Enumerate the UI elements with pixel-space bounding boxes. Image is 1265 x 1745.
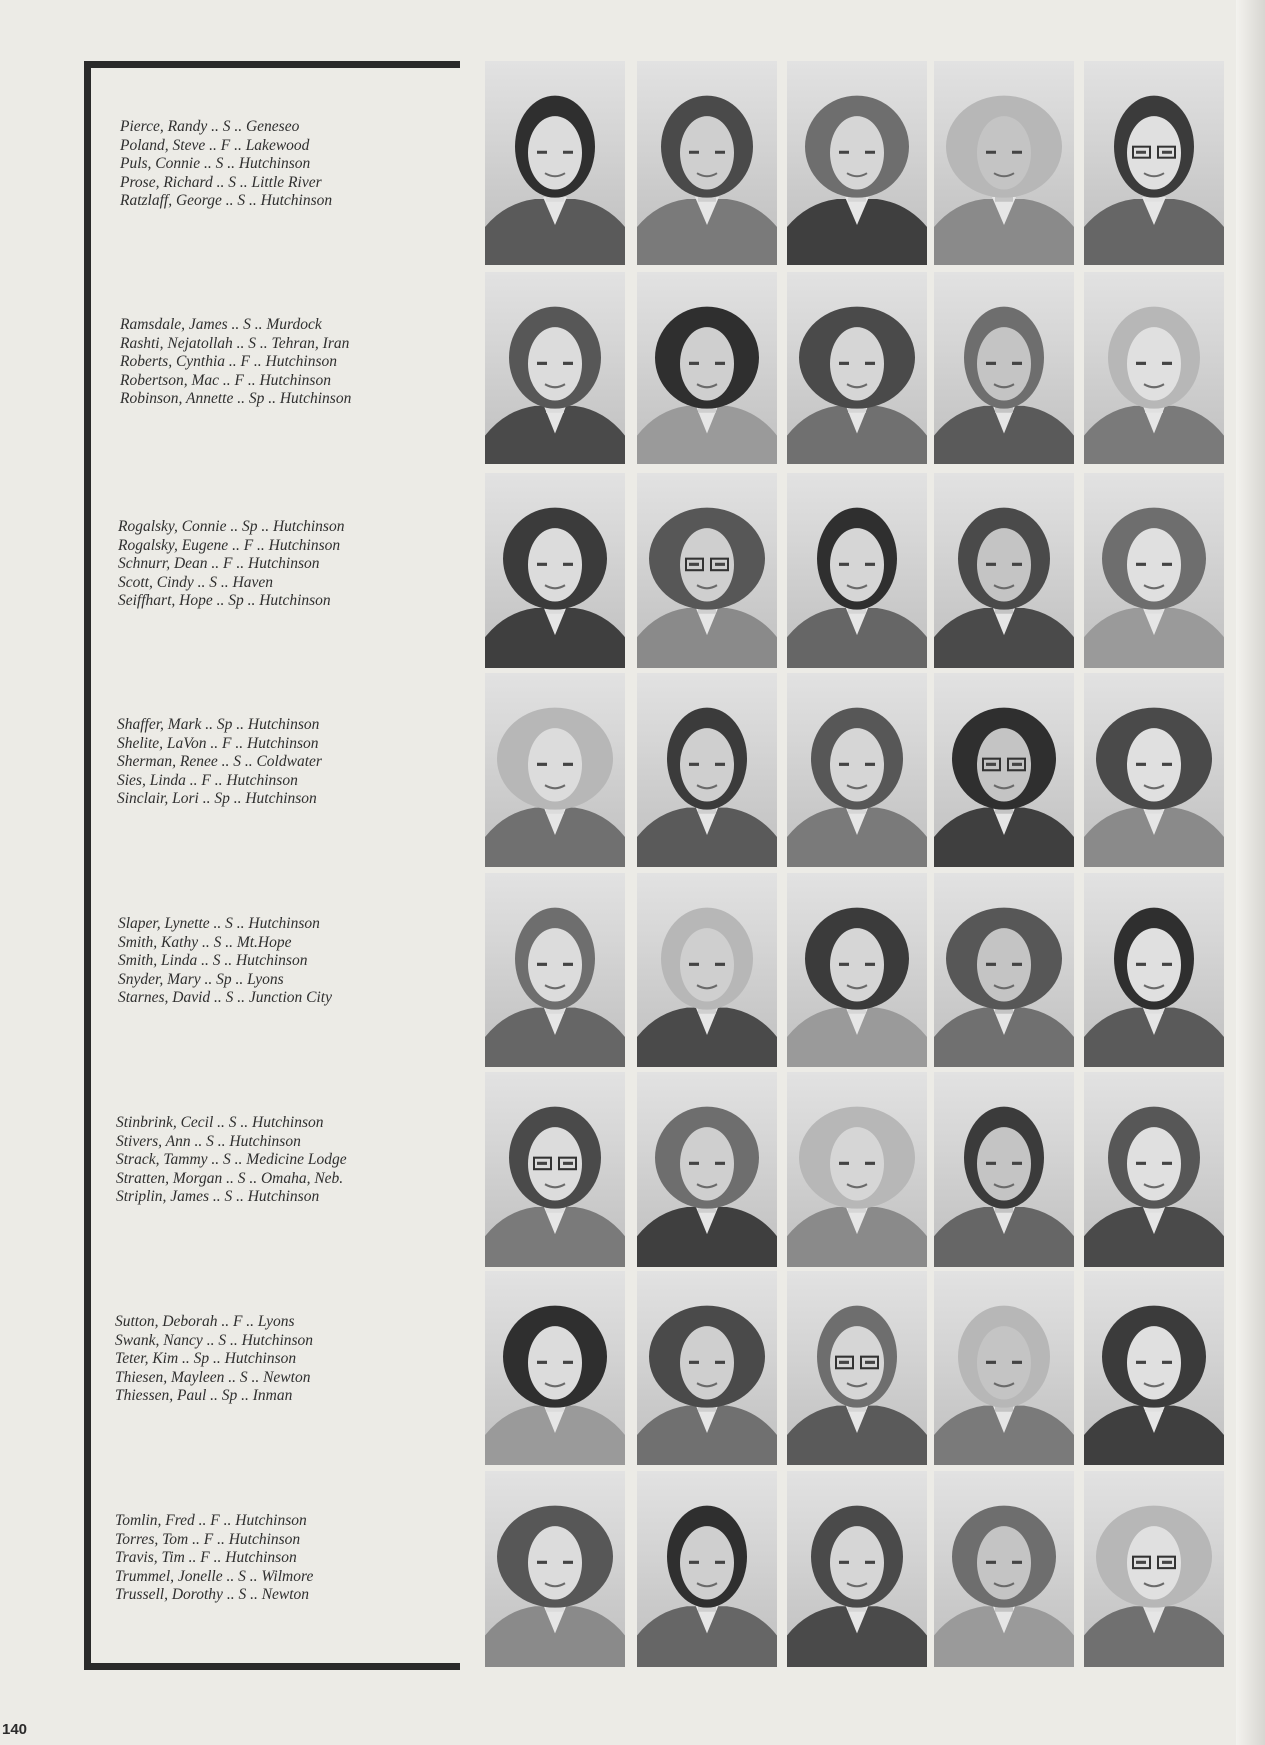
name-list (116, 1114, 446, 1207)
name-list (115, 1512, 445, 1605)
student-portrait-photo (787, 873, 927, 1067)
student-portrait-photo (787, 1271, 927, 1465)
name-list (117, 716, 447, 809)
student-portrait-photo (934, 873, 1074, 1067)
student-name-entry: Prose, Richard .. S .. Little River (120, 173, 322, 191)
student-portrait-photo (1084, 61, 1224, 265)
name-list (118, 915, 448, 1008)
student-name-entry: Poland, Steve .. F .. Lakewood (120, 136, 310, 154)
page-edge-shadow (1236, 0, 1265, 1745)
student-name-entry: Travis, Tim .. F .. Hutchinson (115, 1549, 297, 1566)
student-name-entry: Ratzlaff, George .. S .. Hutchinson (120, 192, 333, 209)
student-name-entry: Tomlin, Fred .. F .. Hutchinson (115, 1512, 307, 1529)
student-name-entry: Thiessen, Paul .. Sp .. Inman (115, 1387, 293, 1404)
student-name-entry: Trussell, Dorothy .. S .. Newton (115, 1586, 310, 1603)
page-number: 140 (2, 1721, 28, 1738)
student-portrait-photo (637, 1072, 777, 1267)
student-portrait-photo (787, 1471, 927, 1667)
student-portrait-photo (787, 673, 927, 867)
names-frame (84, 61, 460, 1670)
student-name-entry: Strack, Tammy .. S .. Medicine Lodge (116, 1151, 347, 1168)
student-name-entry: Rashti, Nejatollah .. S .. Tehran, Iran (120, 334, 350, 352)
student-portrait-photo (485, 61, 625, 265)
student-name-entry: Sies, Linda .. F .. Hutchinson (117, 771, 298, 789)
student-portrait-photo (485, 1471, 625, 1667)
student-name-entry: Rogalsky, Eugene .. F .. Hutchinson (118, 536, 341, 554)
student-portrait-photo (934, 1471, 1074, 1667)
student-portrait-photo (934, 61, 1074, 265)
student-portrait-photo (637, 473, 777, 668)
student-portrait-photo (934, 272, 1074, 464)
student-name-entry: Starnes, David .. S .. Junction City (118, 989, 332, 1006)
student-portrait-photo (1084, 1072, 1224, 1267)
student-portrait-photo (1084, 1271, 1224, 1465)
student-name-entry: Smith, Kathy .. S .. Mt.Hope (118, 933, 292, 951)
student-name-entry: Shelite, LaVon .. F .. Hutchinson (117, 734, 319, 752)
student-name-entry: Shaffer, Mark .. Sp .. Hutchinson (117, 716, 320, 733)
student-name-entry: Robinson, Annette .. Sp .. Hutchinson (120, 390, 352, 407)
student-name-entry: Slaper, Lynette .. S .. Hutchinson (118, 915, 320, 932)
student-name-entry: Schnurr, Dean .. F .. Hutchinson (118, 555, 320, 572)
student-portrait-photo (637, 1471, 777, 1667)
student-name-entry: Robertson, Mac .. F .. Hutchinson (120, 371, 331, 389)
student-name-entry: Torres, Tom .. F .. Hutchinson (115, 1530, 301, 1548)
student-name-entry: Scott, Cindy .. S .. Haven (118, 573, 273, 591)
student-portrait-photo (485, 873, 625, 1067)
student-portrait-photo (1084, 673, 1224, 867)
student-name-entry: Striplin, James .. S .. Hutchinson (116, 1188, 320, 1205)
student-portrait-photo (1084, 873, 1224, 1067)
student-name-entry: Trummel, Jonelle .. S .. Wilmore (115, 1567, 314, 1585)
student-portrait-photo (485, 673, 625, 867)
student-name-entry: Teter, Kim .. Sp .. Hutchinson (115, 1350, 297, 1367)
student-portrait-photo (1084, 1471, 1224, 1667)
student-portrait-photo (1084, 272, 1224, 464)
student-name-entry: Sinclair, Lori .. Sp .. Hutchinson (117, 790, 317, 807)
student-portrait-photo (637, 1271, 777, 1465)
student-name-entry: Swank, Nancy .. S .. Hutchinson (115, 1331, 314, 1349)
student-name-entry: Puls, Connie .. S .. Hutchinson (120, 155, 311, 172)
student-portrait-photo (787, 473, 927, 668)
student-portrait-photo (934, 1072, 1074, 1267)
student-name-entry: Thiesen, Mayleen .. S .. Newton (115, 1368, 311, 1386)
student-portrait-photo (637, 873, 777, 1067)
student-name-entry: Stinbrink, Cecil .. S .. Hutchinson (116, 1114, 324, 1131)
student-portrait-photo (787, 1072, 927, 1267)
student-name-entry: Stivers, Ann .. S .. Hutchinson (116, 1132, 301, 1150)
student-portrait-photo (934, 1271, 1074, 1465)
student-name-entry: Seiffhart, Hope .. Sp .. Hutchinson (118, 592, 331, 609)
student-name-entry: Rogalsky, Connie .. Sp .. Hutchinson (118, 518, 345, 535)
student-name-entry: Roberts, Cynthia .. F .. Hutchinson (120, 353, 337, 370)
student-portrait-photo (637, 673, 777, 867)
student-portrait-photo (1084, 473, 1224, 668)
student-name-entry: Pierce, Randy .. S .. Geneseo (120, 118, 300, 135)
student-portrait-photo (637, 61, 777, 265)
student-portrait-photo (637, 272, 777, 464)
student-portrait-photo (934, 673, 1074, 867)
student-name-entry: Sutton, Deborah .. F .. Lyons (115, 1313, 295, 1330)
student-portrait-photo (485, 473, 625, 668)
name-list (115, 1313, 445, 1406)
name-list (118, 518, 448, 611)
name-list (120, 118, 450, 211)
student-name-entry: Ramsdale, James .. S .. Murdock (120, 316, 322, 333)
student-name-entry: Stratten, Morgan .. S .. Omaha, Neb. (116, 1169, 344, 1187)
student-portrait-photo (485, 272, 625, 464)
student-portrait-photo (485, 1271, 625, 1465)
student-name-entry: Snyder, Mary .. Sp .. Lyons (118, 970, 284, 988)
student-name-entry: Smith, Linda .. S .. Hutchinson (118, 952, 308, 969)
student-portrait-photo (787, 61, 927, 265)
student-portrait-photo (485, 1072, 625, 1267)
name-list (120, 316, 450, 409)
student-name-entry: Sherman, Renee .. S .. Coldwater (117, 753, 322, 770)
student-portrait-photo (934, 473, 1074, 668)
student-portrait-photo (787, 272, 927, 464)
